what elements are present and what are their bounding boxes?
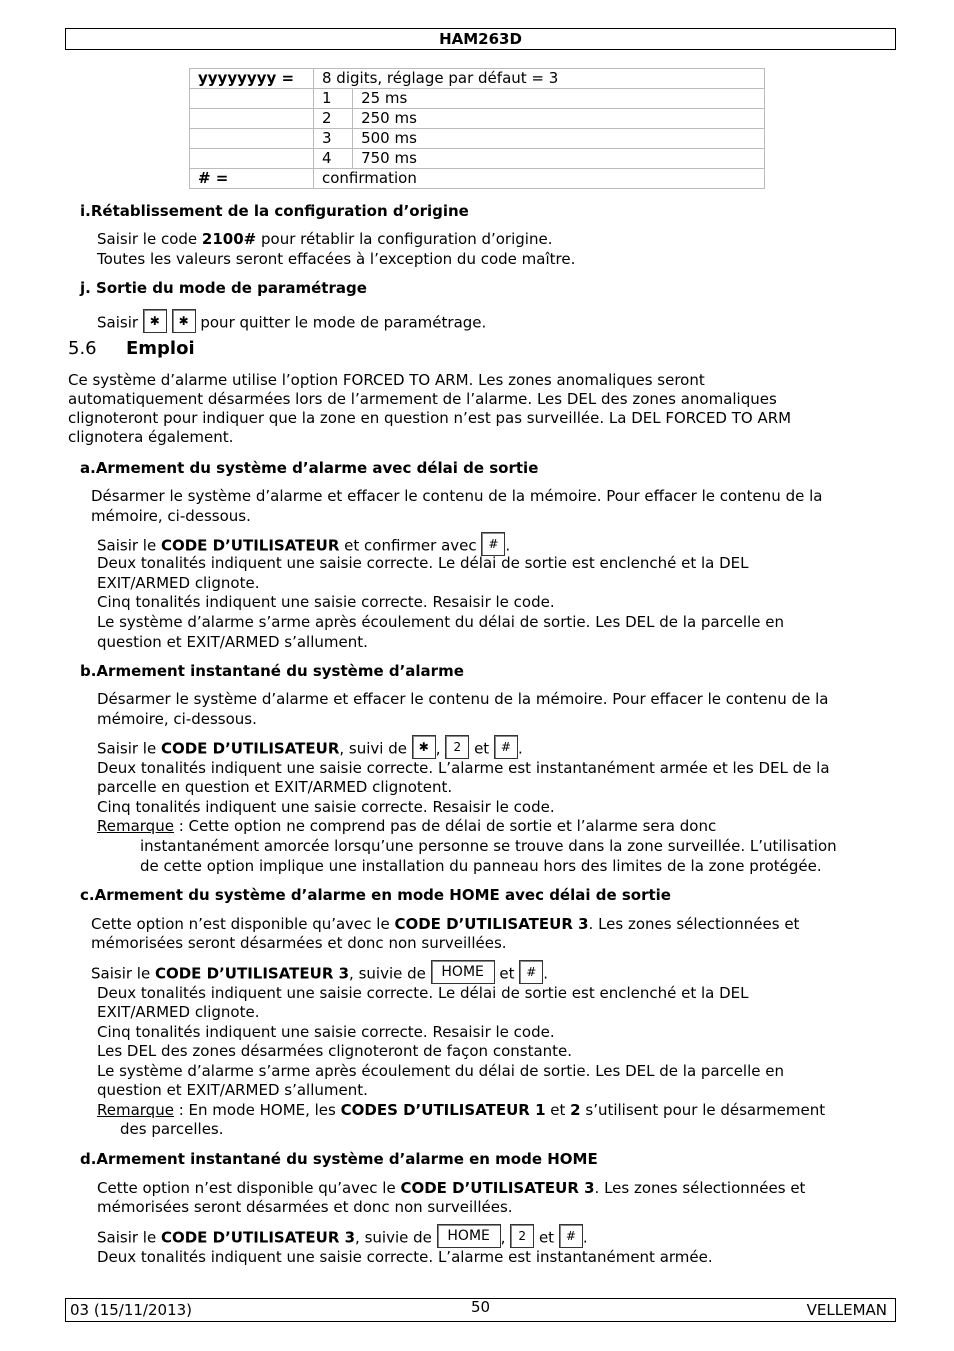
home-key-icon: HOME [437,1224,501,1248]
remark: de cette option implique une installation du panneau hors des limites de la zone protégée. [140,857,822,875]
paragraph: Le système d’alarme s’arme après écoulement du délai de sortie. Les DEL de la parcelle en [97,1062,784,1080]
paragraph: Saisir le code 2100# pour rétablir la configuration d’origine. [97,230,553,248]
table-cell: # = [190,169,314,189]
table-cell: 8 digits, réglage par défaut = 3 [314,69,765,89]
table-cell [190,109,314,129]
table-cell: 2 [314,109,353,129]
paragraph: clignotera également. [68,428,234,446]
paragraph: EXIT/ARMED clignote. [97,1003,260,1021]
paragraph: automatiquement désarmées lors de l’armement de l’alarme. Les DEL des zones anomaliques [68,390,777,408]
paragraph: Cinq tonalités indiquent une saisie correcte. Resaisir le code. [97,798,555,816]
paragraph: Cette option n’est disponible qu’avec le CODE D’UTILISATEUR 3. Les zones sélectionnées et [97,1179,806,1197]
paragraph: Saisir ✱ ✱ pour quitter le mode de paramétrage. [97,309,486,333]
table-cell [190,149,314,169]
table-row [190,89,765,109]
paragraph: Deux tonalités indiquent une saisie correcte. L’alarme est instantanément armée et les DEL de la [97,759,830,777]
star-key-icon: ✱ [172,309,196,333]
paragraph: parcelle en question et EXIT/ARMED clignotent. [97,778,453,796]
table-cell [190,129,314,149]
table-cell: yyyyyyyy = [190,69,314,89]
remark: des parcelles. [120,1120,224,1138]
paragraph: Saisir le CODE D’UTILISATEUR, suivi de ✱ , 2 et # . [97,735,523,759]
page-number: 50 [470,1298,491,1316]
paragraph: Le système d’alarme s’arme après écoulement du délai de sortie. Les DEL de la parcelle en [97,613,784,631]
paragraph: Saisir le CODE D’UTILISATEUR et confirmer avec # . [97,532,510,556]
hash-key-icon: # [519,960,543,984]
paragraph: Cinq tonalités indiquent une saisie correcte. Resaisir le code. [97,1023,555,1041]
hash-key-icon: # [559,1224,583,1248]
paragraph: question et EXIT/ARMED s’allument. [97,1081,368,1099]
footer-brand: VELLEMAN [806,1301,887,1319]
table-row [190,129,765,149]
remark: Remarque : Cette option ne comprend pas de délai de sortie et l’alarme sera donc [97,817,717,835]
table-cell: 25 ms [353,89,765,109]
two-key-icon: 2 [445,735,469,759]
table-row [190,109,765,129]
paragraph: Saisir le CODE D’UTILISATEUR 3, suivie de HOME et # . [91,960,548,984]
footer-version: 03 (15/11/2013) [70,1301,193,1319]
subheading-j: j. Sortie du mode de paramétrage [80,279,367,297]
table-cell: 3 [314,129,353,149]
paragraph: Toutes les valeurs seront effacées à l’exception du code maître. [97,250,576,268]
paragraph: Cinq tonalités indiquent une saisie correcte. Resaisir le code. [97,593,555,611]
page-footer [65,1298,896,1322]
table-row [190,69,765,89]
paragraph: Désarmer le système d’alarme et effacer le contenu de la mémoire. Pour effacer le contenu de la [91,487,823,505]
subheading-a: a.Armement du système d’alarme avec délai de sortie [80,459,539,477]
subheading-c: c.Armement du système d’alarme en mode HOME avec délai de sortie [80,886,671,904]
table-row [190,169,765,189]
paragraph: Les DEL des zones désarmées clignoteront de façon constante. [97,1042,573,1060]
two-key-icon: 2 [510,1224,534,1248]
section-title: 5.6 Emploi [68,338,195,359]
table-row [190,149,765,169]
paragraph: Saisir le CODE D’UTILISATEUR 3, suivie de HOME , 2 et # . [97,1224,588,1248]
paragraph: clignoteront pour indiquer que la zone en question n’est pas surveillée. La DEL FORCED TO ARM [68,409,792,427]
paragraph: Deux tonalités indiquent une saisie correcte. Le délai de sortie est enclenché et la DEL [97,554,749,572]
table-cell [190,89,314,109]
hash-key-icon: # [494,735,518,759]
table-cell: 500 ms [353,129,765,149]
table-cell: 750 ms [353,149,765,169]
table-cell: 250 ms [353,109,765,129]
settings-table [189,68,765,189]
paragraph: mémoire, ci-dessous. [97,710,257,728]
table-cell: 1 [314,89,353,109]
paragraph: mémorisées seront désarmées et donc non surveillées. [91,934,507,952]
star-key-icon: ✱ [412,735,436,759]
paragraph: question et EXIT/ARMED s’allument. [97,633,368,651]
table-cell: confirmation [314,169,765,189]
paragraph: mémorisées seront désarmées et donc non surveillées. [97,1198,513,1216]
paragraph: EXIT/ARMED clignote. [97,574,260,592]
star-key-icon: ✱ [143,309,167,333]
remark: instantanément amorcée lorsqu’une personne se trouve dans la zone surveillée. L’utilisation [140,837,837,855]
remark: Remarque : En mode HOME, les CODES D’UTILISATEUR 1 et 2 s’utilisent pour le désarmement [97,1101,826,1119]
paragraph: Désarmer le système d’alarme et effacer le contenu de la mémoire. Pour effacer le contenu de la [97,690,829,708]
paragraph: mémoire, ci-dessous. [91,507,251,525]
page-header: HAM263D [65,28,896,50]
subheading-i: i.Rétablissement de la configuration d’origine [80,202,469,220]
paragraph: Ce système d’alarme utilise l’option FORCED TO ARM. Les zones anomaliques seront [68,371,705,389]
subheading-d: d.Armement instantané du système d’alarme en mode HOME [80,1150,598,1168]
subheading-b: b.Armement instantané du système d’alarme [80,662,464,680]
paragraph: Cette option n’est disponible qu’avec le CODE D’UTILISATEUR 3. Les zones sélectionnées et [91,915,800,933]
table-cell: 4 [314,149,353,169]
home-key-icon: HOME [431,960,495,984]
paragraph: Deux tonalités indiquent une saisie correcte. Le délai de sortie est enclenché et la DEL [97,984,749,1002]
hash-key-icon: # [481,532,505,556]
paragraph: Deux tonalités indiquent une saisie correcte. L’alarme est instantanément armée. [97,1248,713,1266]
